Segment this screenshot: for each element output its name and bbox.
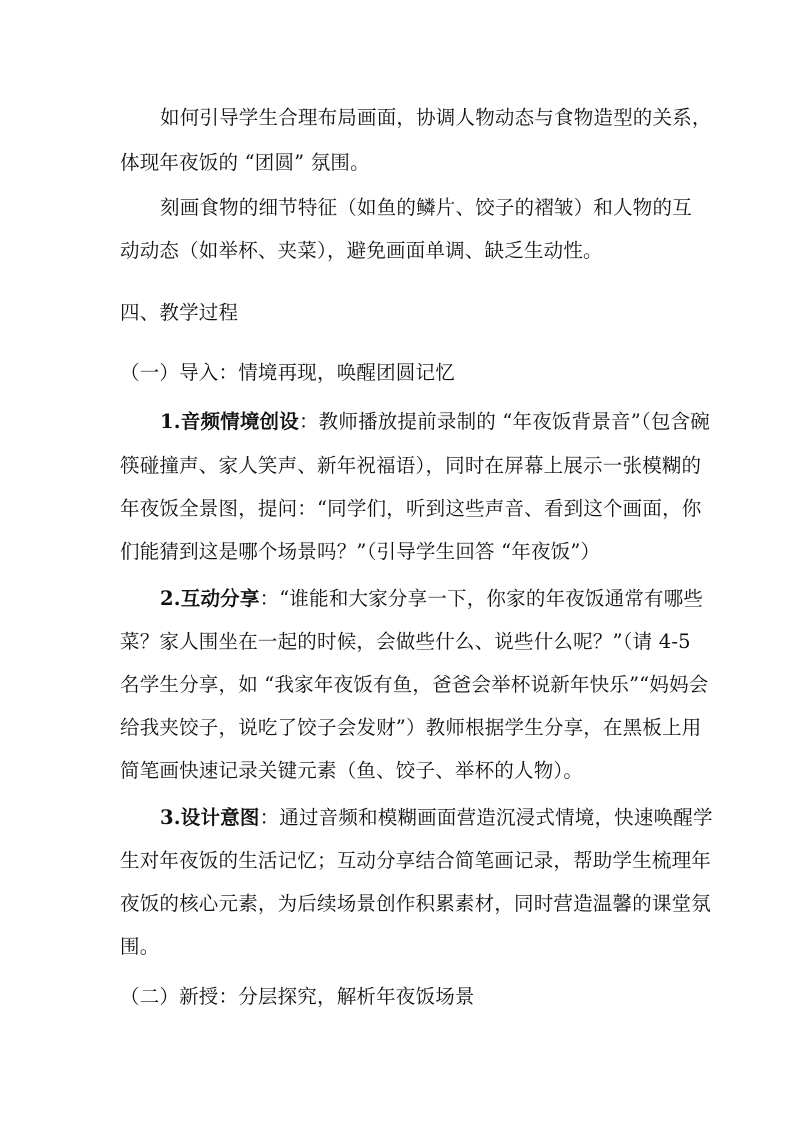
item-1-text: ：教师播放提前录制的 “年夜饭背景音”（包含碗 (298, 410, 710, 433)
item-2-line-5: 简笔画快速记录关键元素（鱼、饺子、举杯的人物）。 (120, 759, 584, 782)
item-2-line-3: 名学生分享，如 “我家年夜饭有鱼，爸爸会举杯说新年快乐”“妈妈会 (120, 673, 709, 696)
paragraph-difficulty-1-line-1: 如何引导学生合理布局画面，协调人物动态与食物造型的关系， (160, 106, 712, 129)
item-3-label: 3.设计意图 (160, 806, 260, 829)
item-3-line-1 (160, 806, 713, 830)
item-1-label: 1.音频情境创设 (160, 410, 299, 433)
item-1-line-1 (160, 410, 710, 434)
item-3-text: ：通过音频和模糊画面营造沉浸式情境，快速唤醒学 (259, 806, 713, 829)
item-2-text: ：“谁能和大家分享一下，你家的年夜饭通常有哪些 (259, 587, 704, 610)
item-1-line-2: 筷碰撞声、家人笑声、新年祝福语），同时在屏幕上展示一张模糊的 (120, 454, 702, 477)
section-title-teaching-process: 四、教学过程 (120, 301, 239, 324)
item-2-line-1 (160, 587, 703, 611)
item-2-label: 2.互动分享 (160, 587, 260, 610)
paragraph-difficulty-2-line-1: 刻画食物的细节特征（如鱼的鳞片、饺子的褶皱）和人物的互 (160, 196, 692, 219)
item-2-line-4: 给我夹饺子，说吃了饺子会发财”）教师根据学生分享，在黑板上用 (120, 716, 702, 739)
item-1-line-4: 们能猜到这是哪个场景吗？”（引导学生回答 “年夜饭”） (120, 540, 601, 563)
paragraph-difficulty-2-line-2: 动动态（如举杯、夹菜），避免画面单调、缺乏生动性。 (120, 239, 603, 262)
item-1-line-3: 年夜饭全景图，提问：“同学们，听到这些声音、看到这个画面，你 (120, 497, 702, 520)
item-3-line-3: 夜饭的核心元素，为后续场景创作积累素材，同时营造温馨的课堂氛 (120, 892, 712, 915)
paragraph-difficulty-1-line-2: 体现年夜饭的 “团圆” 氛围。 (120, 151, 370, 174)
item-2-line-2: 菜？家人围坐在一起的时候，会做些什么、说些什么呢？”（请 4-5 (120, 630, 691, 653)
subsection-title-new-lesson: （二）新授：分层探究，解析年夜饭场景 (120, 985, 475, 1008)
item-3-line-4: 围。 (120, 935, 160, 958)
subsection-title-intro: （一）导入：情境再现，唤醒团圆记忆 (120, 361, 455, 384)
item-3-line-2: 生对年夜饭的生活记忆；互动分享结合简笔画记录，帮助学生梳理年 (120, 849, 712, 872)
